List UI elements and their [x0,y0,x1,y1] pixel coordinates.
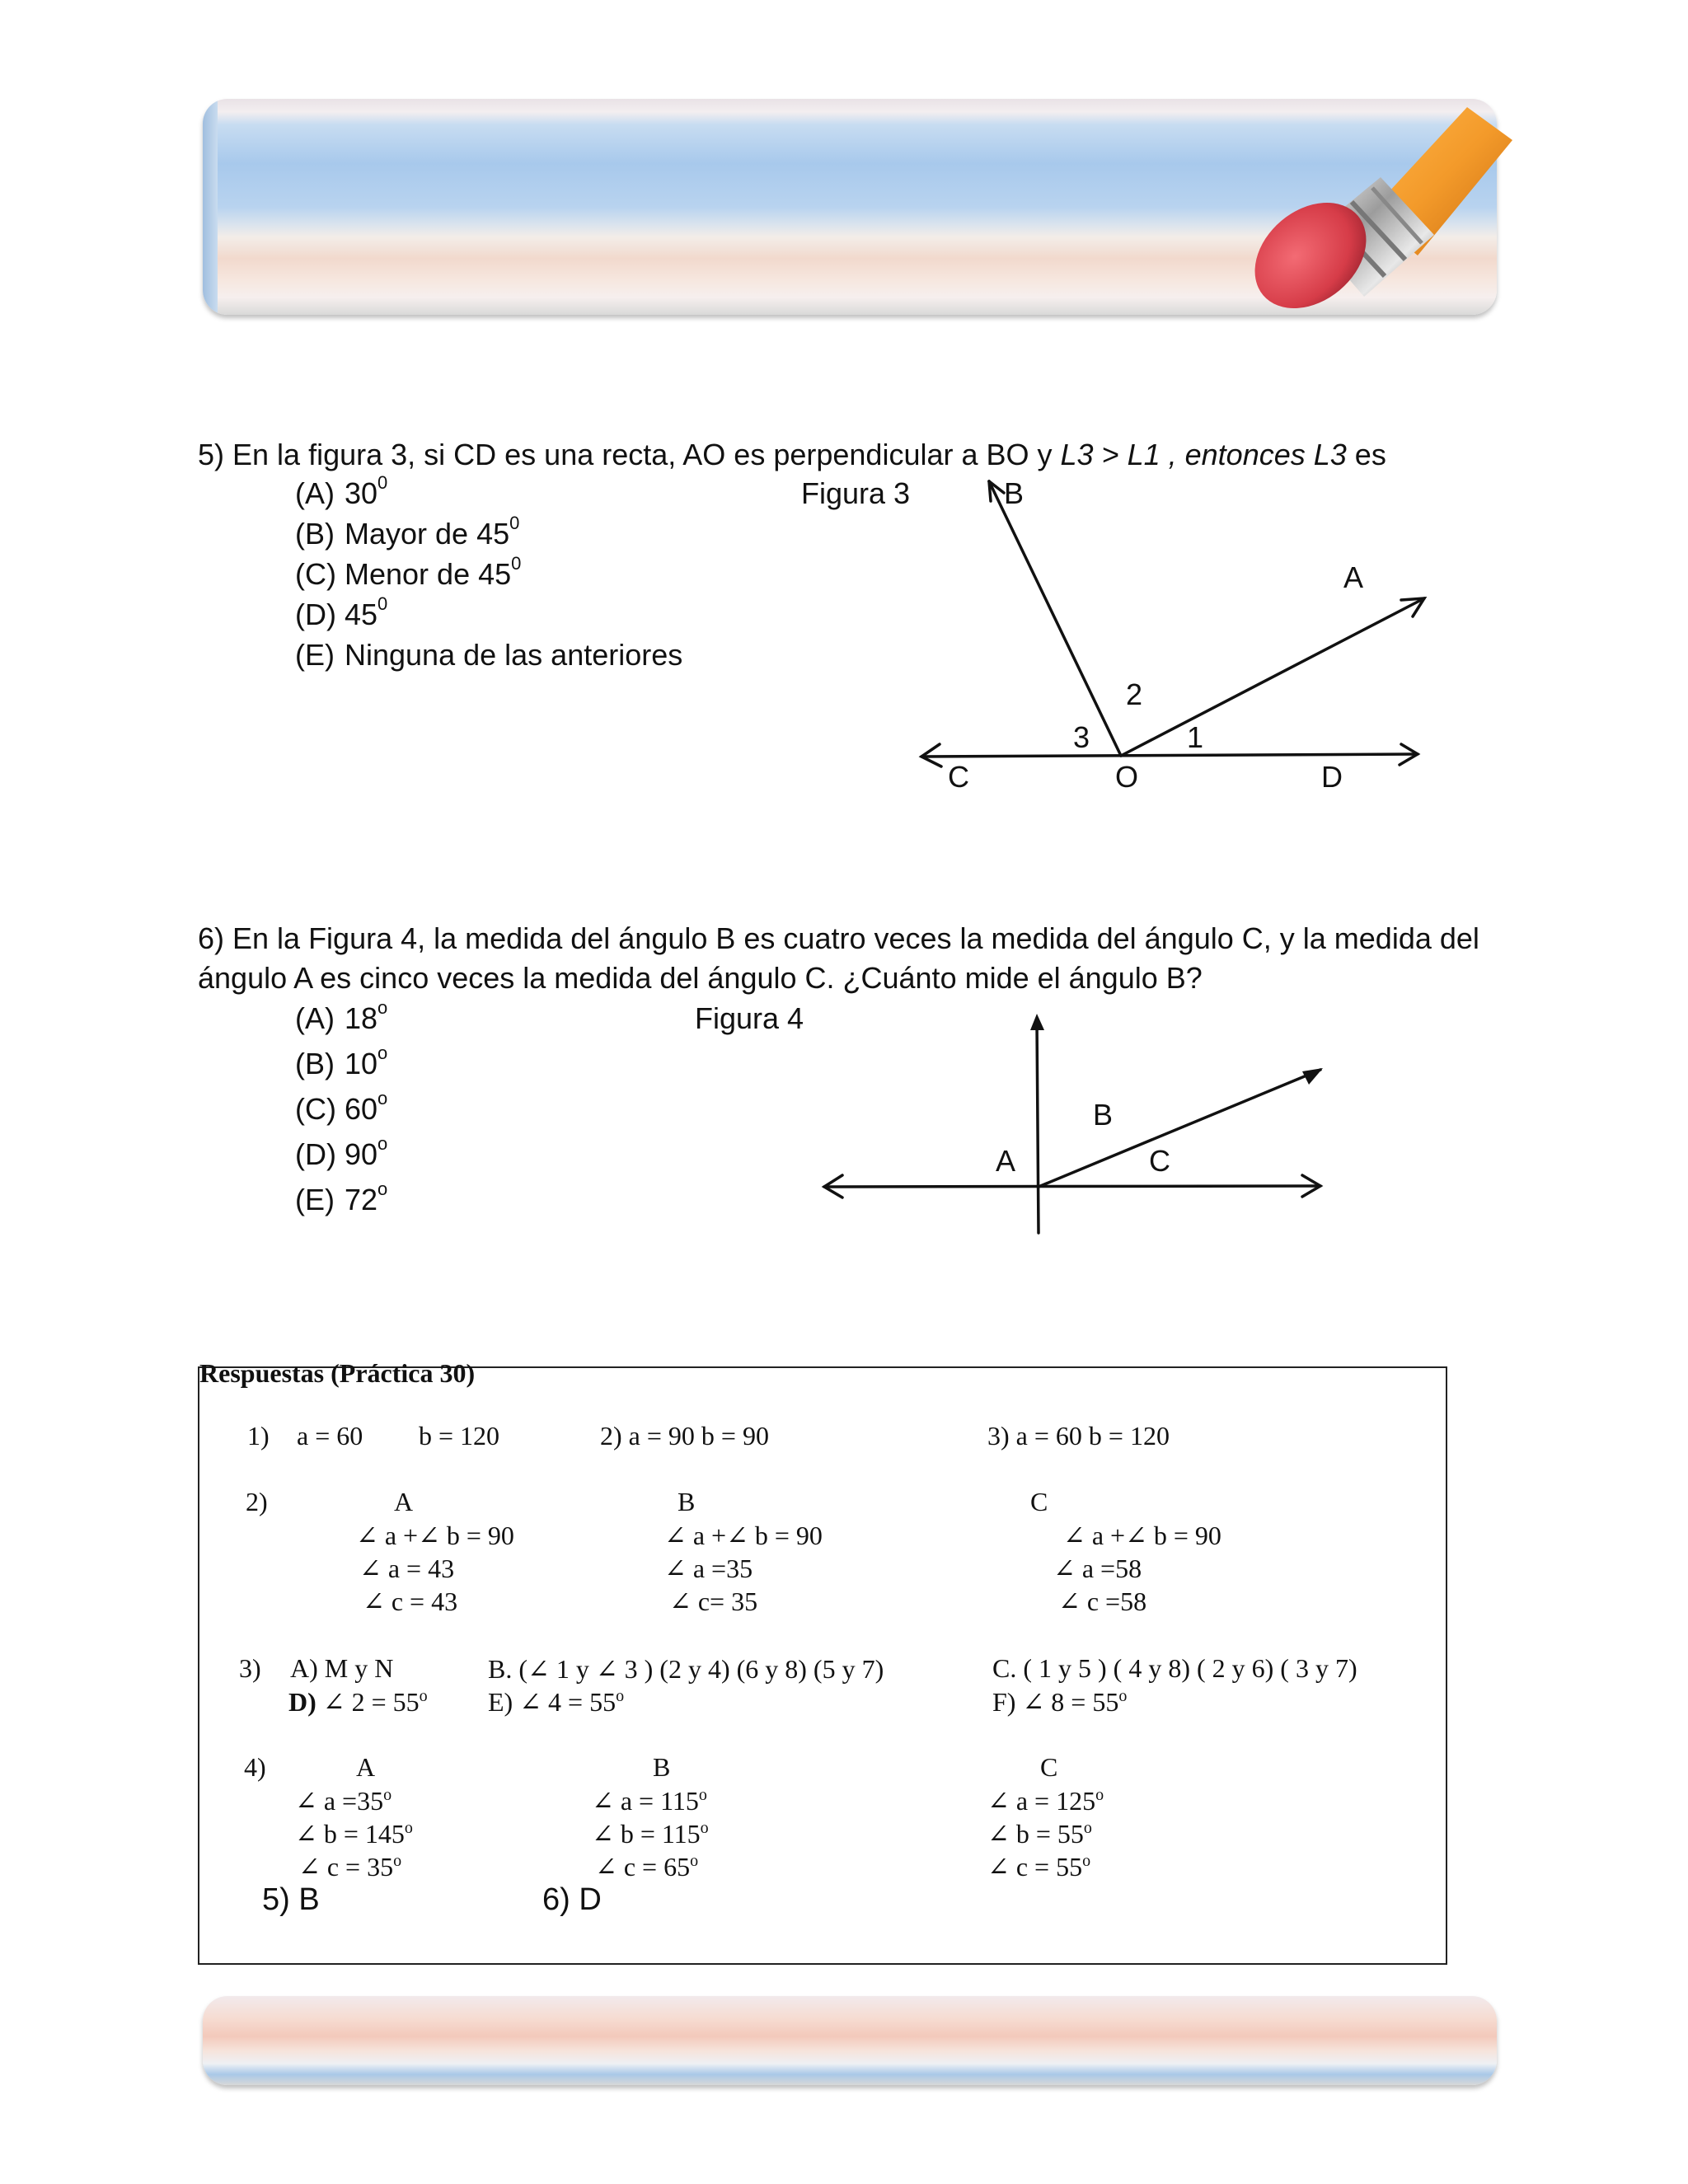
label-angle-a: A [996,1144,1016,1178]
answer-2-num: 2) [246,1487,268,1516]
answers-title: Respuestas (Práctica 30) [199,1358,476,1388]
arrow-oblique-head [1302,1068,1323,1085]
answer-1-b: b = 120 [419,1421,500,1451]
vertical-ray [1037,1022,1039,1233]
q5-options [295,472,683,678]
figure-3-diagram [907,470,1442,816]
q6-option-e: (E) 72$^o$ [295,1179,388,1216]
answer-4-c-head: C [1040,1752,1058,1782]
label-angle-1: 1 [1187,720,1204,754]
figure-4-title: Figura 4 [695,1001,804,1035]
ray-oa [1121,598,1424,756]
pencil-icon [1187,91,1517,313]
answer-2-a-l2: ∠ a = 43 [359,1554,455,1583]
label-d: D [1321,760,1343,794]
answer-3-f: F) ∠ $8 = 55^o$ [992,1687,1128,1717]
answer-4-a-l3: ∠ $c = 35^o$ [298,1852,402,1882]
figure-3-title: Figura 3 [801,476,911,510]
answer-2-a-l1: ∠ a +∠ b = 90 [356,1521,514,1550]
answer-3-num: 3) [239,1653,261,1683]
label-o: O [1115,760,1139,794]
q5-option-c: (C) Menor de $45^0$ [295,553,522,591]
oblique-ray [1039,1070,1320,1187]
label-angle-b: B [1093,1098,1114,1132]
answer-2-a-l3: ∠ c = 43 [363,1586,458,1616]
answer-2-a-head: A [394,1487,414,1516]
answer-3-e: E) ∠ $4 = 55^o$ [488,1687,625,1717]
question-6-line-2: ángulo A es cinco veces la medida del ángulo C. ¿Cuánto mide el ángulo B? [198,961,1203,995]
answer-4-b-head: B [653,1752,671,1782]
answer-6: 6) D [542,1882,602,1917]
answer-4-a-l2: ∠ $b = 145^o$ [295,1819,413,1849]
arrow-up-head [1030,1014,1044,1030]
answer-1-a: a = 60 [297,1421,363,1451]
answer-4-c-l1: ∠ $a = 125^o$ [987,1786,1104,1816]
answer-4-b-l2: ∠ $b = 115^o$ [592,1819,709,1849]
answer-4-a-l1: ∠ $a =35^o$ [295,1786,392,1816]
answer-3-d: D) ∠ $2 = 55^o$ [288,1687,428,1717]
q5-option-b: (B) Mayor de $45^0$ [295,513,520,551]
answer-4-a-head: A [356,1752,376,1782]
arrow-b-1 [989,481,991,501]
question-5-prompt [198,435,1386,475]
horizontal-line [824,1186,1320,1187]
answer-2-c-l1: ∠ a +∠ b = 90 [1063,1521,1221,1550]
answer-4-b-l1: ∠ $a = 115^o$ [592,1786,707,1816]
label-a: A [1343,560,1364,594]
label-angle-3: 3 [1073,720,1090,754]
q5-text-end: es [1346,438,1386,471]
answer-1-col3: 3) a = 60 b = 120 [987,1421,1170,1451]
line-cd [921,754,1418,757]
answer-2-b-l1: ∠ a +∠ b = 90 [664,1521,823,1550]
answer-4-c-l3: ∠ $c = 55^o$ [987,1852,1091,1882]
label-c: C [948,760,969,794]
answer-2-b-l2: ∠ a =35 [664,1554,753,1583]
q6-option-c: (C) 60$^o$ [295,1088,388,1126]
answer-2-c-l2: ∠ a =58 [1053,1554,1142,1583]
label-angle-2: 2 [1126,677,1143,711]
answer-2-c-head: C [1030,1487,1048,1516]
answer-2-b-l3: ∠ c= 35 [669,1586,758,1616]
answer-3-a: A) M y N [290,1653,394,1683]
answer-3-c: C. ( 1 y 5 ) ( 4 y 8) ( 2 y 6) ( 3 y 7) [992,1653,1357,1683]
q6-option-b: (B) 10$^o$ [295,1043,388,1080]
question-6-line-1: 6) En la Figura 4, la medida del ángulo B es cuatro veces la medida del ángulo C, y la medida del [198,921,1479,955]
q5-option-d: (D) $45^0$ [295,593,388,631]
label-angle-c: C [1149,1144,1170,1178]
q6-options [295,997,388,1228]
answer-4-b-l3: ∠ $c = 65^o$ [595,1852,699,1882]
answer-3-b: B. (∠ 1 y ∠ 3 ) (2 y 4) (6 y 8) (5 y 7) [488,1654,884,1684]
label-b: B [1004,476,1025,510]
answer-1-num: 1) [247,1421,270,1451]
answer-2-c-l3: ∠ c =58 [1058,1586,1147,1616]
banner-stripe [203,99,218,315]
answer-5: 5) B [262,1882,320,1917]
q5-text-start: 5) En la figura 3, si CD es una recta, AO es perpendicular a BO y [198,438,1061,471]
q6-option-a: (A) 18$^o$ [295,997,388,1035]
answer-4-c-l2: ∠ $b = 55^o$ [987,1819,1092,1849]
q5-option-a: (A) $30^0$ [295,472,388,510]
q5-text-italic: L3 > L1 , entonces L3 [1060,438,1347,471]
q6-option-d: (D) 90$^o$ [295,1133,388,1171]
answer-2-b-head: B [678,1487,696,1516]
figure-4-diagram [816,1005,1343,1244]
ray-ob [989,481,1121,756]
q5-option-e: (E) Ninguna de las anteriores [295,638,683,672]
answer-1-col2: 2) a = 90 b = 90 [600,1421,769,1451]
footer-banner [203,1996,1497,2085]
answer-4-num: 4) [244,1752,266,1782]
